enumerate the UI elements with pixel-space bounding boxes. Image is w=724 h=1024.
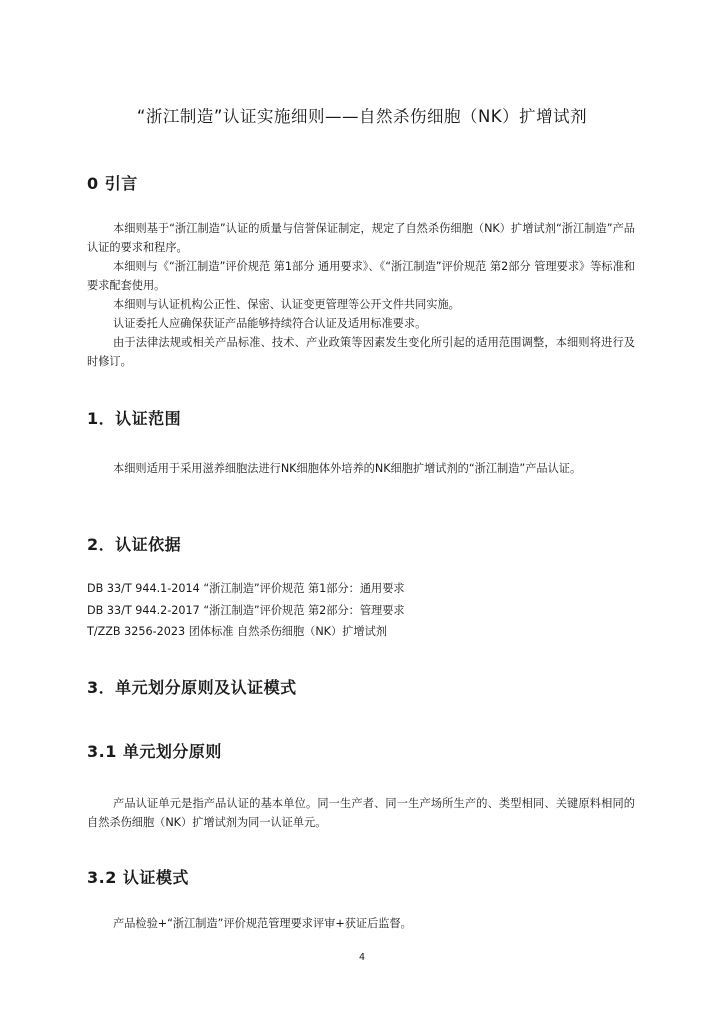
paragraph: 由于法律法规或相关产品标准、技术、产业政策等因素发生变化所引起的适用范围调整，本细则将进行及时修订。: [87, 336, 635, 368]
section-heading-unit-principle: 3.1 单元划分原则: [87, 742, 222, 761]
page-number: 4: [358, 952, 366, 963]
introduction-body: [87, 219, 635, 371]
paragraph: 产品认证单元是指产品认证的基本单位。同一生产者、同一生产场所生产的、类型相同、关键原料相同的自然杀伤细胞（NK）扩增试剂为同一认证单元。: [87, 797, 635, 829]
paragraph: 产品检验+“浙江制造”评价规范管理要求评审+获证后监督。: [113, 917, 412, 930]
paragraph: 本细则基于“浙江制造”认证的质量与信誉保证制定，规定了自然杀伤细胞（NK）扩增试剂“浙江制造”产品认证的要求和程序。: [87, 222, 635, 254]
reference-item: DB 33/T 944.2-2017 “浙江制造”评价规范 第2部分：管理要求: [87, 603, 405, 617]
reference-item: T/ZZB 3256-2023 团体标准 自然杀伤细胞（NK）扩增试剂: [87, 625, 387, 638]
paragraph: 本细则与认证机构公正性、保密、认证变更管理等公开文件共同实施。: [113, 298, 460, 311]
unit-principle-body: [87, 794, 635, 832]
paragraph: 认证委托人应确保获证产品能够持续符合认证及适用标准要求。: [113, 317, 427, 330]
section-heading-unit-and-mode: 3．单元划分原则及认证模式: [87, 678, 297, 697]
section-heading-introduction: 0 引言: [87, 174, 138, 193]
section-heading-certification-mode: 3.2 认证模式: [87, 868, 189, 887]
section-heading-basis: 2．认证依据: [87, 535, 182, 554]
section-heading-scope: 1．认证范围: [87, 409, 182, 428]
paragraph: 本细则与《“浙江制造”评价规范 第1部分 通用要求》、《“浙江制造”评价规范 第2部分 管理要求》等标准和要求配套使用。: [87, 260, 635, 292]
reference-item: DB 33/T 944.1-2014 “浙江制造”评价规范 第1部分：通用要求: [87, 582, 405, 595]
paragraph: 本细则适用于采用滋养细胞法进行NK细胞体外培养的NK细胞扩增试剂的“浙江制造”产品认证。: [113, 462, 582, 475]
scope-body: [87, 459, 635, 478]
certification-mode-body: [87, 914, 635, 933]
document-title: “浙江制造”认证实施细则——自然杀伤细胞（NK）扩增试剂: [136, 107, 588, 126]
reference-list: [87, 578, 647, 643]
